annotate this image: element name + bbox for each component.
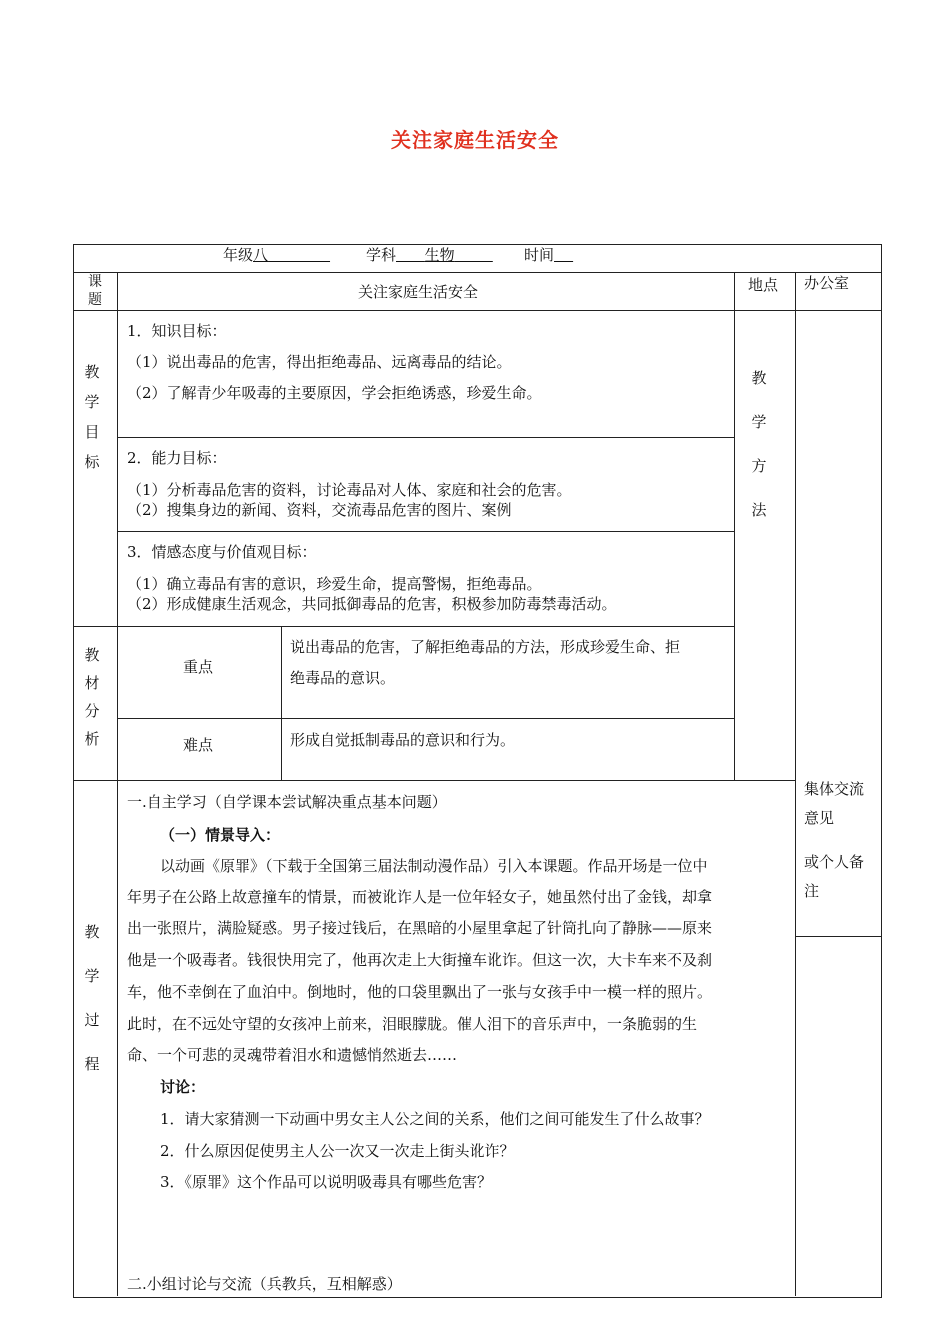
side-note: 集体交流: [804, 780, 865, 798]
story-line: 命、一个可悲的灵魂带着泪水和遗憾悄然逝去……: [127, 1046, 458, 1064]
row-divider: [73, 626, 734, 627]
topic-label: 课 题: [88, 274, 102, 308]
discussion-question: 1．请大家猜测一下动画中男女主人公之间的关系，他们之间可能发生了什么故事？: [160, 1110, 710, 1128]
grade-field: [223, 246, 330, 266]
col-divider: [117, 272, 118, 1296]
row-divider: [73, 780, 795, 781]
discussion-label: 讨论：: [160, 1078, 206, 1096]
method-label: 教 学 方 法: [751, 369, 767, 519]
col-divider: [281, 626, 282, 780]
key-label: 重点: [183, 658, 214, 676]
grade-label: 年级: [223, 246, 254, 264]
subject-value: 生物: [424, 246, 455, 264]
knowledge-item: （2）了解青少年吸毒的主要原因，学会拒绝诱惑，珍爱生命。: [127, 384, 542, 402]
col-divider: [795, 272, 796, 1296]
story-line: 以动画《原罪》（下载于全国第三届法制动漫作品）引入本课题。作品开场是一位中: [160, 857, 708, 875]
time-field: [524, 246, 573, 266]
side-note: 意见: [804, 809, 835, 827]
emotion-item: （2）形成健康生活观念，共同抵御毒品的危害，积极参加防毒禁毒活动。: [127, 595, 617, 613]
page-title: 关注家庭生活安全: [391, 128, 559, 152]
discussion-question: 2．什么原因促使男主人公一次又一次走上街头讹诈？: [160, 1142, 515, 1160]
row-divider: [117, 718, 734, 719]
story-line: 出一张照片，满脸疑惑。男子接过钱后，在黑暗的小屋里拿起了针筒扎向了静脉——原来: [127, 919, 713, 937]
key-text-line: 绝毒品的意识。: [290, 669, 396, 687]
time-label: 时间: [524, 246, 555, 264]
ability-item: （2）搜集身边的新闻、资料，交流毒品危害的图片、案例: [127, 501, 512, 519]
side-note: 注: [804, 882, 820, 900]
subject-label: 学科: [366, 246, 397, 264]
story-line: 车，他不幸倒在了血泊中。倒地时，他的口袋里飘出了一张与女孩手中一模一样的照片。: [127, 983, 713, 1001]
discussion-question: 3．《原罪》这个作品可以说明吸毒具有哪些危害？: [160, 1173, 493, 1191]
ability-item: （1）分析毒品危害的资料，讨论毒品对人体、家庭和社会的危害。: [127, 481, 572, 499]
subsection-heading: （一）情景导入：: [160, 826, 281, 844]
col-divider: [734, 272, 735, 780]
row-divider: [795, 936, 881, 937]
subject-field: [366, 246, 493, 266]
row-divider: [117, 531, 734, 532]
emotion-title: 3．情感态度与价值观目标：: [127, 543, 317, 561]
difficulty-label: 难点: [183, 736, 214, 754]
story-line: 此时，在不远处守望的女孩冲上前来，泪眼朦胧。催人泪下的音乐声中，一条脆弱的生: [127, 1015, 698, 1033]
difficulty-text: 形成自觉抵制毒品的意识和行为。: [290, 731, 516, 749]
side-note: 或个人备: [804, 853, 865, 871]
grade-value: 八: [253, 246, 269, 264]
analysis-label: 教 材 分 析: [84, 646, 100, 748]
place-value: 办公室: [804, 274, 850, 292]
story-line: 他是一个吸毒者。钱很快用完了，他再次走上大街撞车讹诈。但这一次，大卡车来不及刹: [127, 951, 713, 969]
key-text-line: 说出毒品的危害，了解拒绝毒品的方法，形成珍爱生命、拒: [290, 638, 681, 656]
knowledge-title: 1．知识目标：: [127, 322, 227, 340]
section-2-heading: 二.小组讨论与交流（兵教兵，互相解惑）: [127, 1275, 402, 1293]
time-value: [554, 246, 573, 264]
row-divider: [73, 272, 881, 273]
topic-text: 关注家庭生活安全: [358, 283, 479, 301]
ability-title: 2．能力目标：: [127, 449, 227, 467]
knowledge-item: （1）说出毒品的危害，得出拒绝毒品、远离毒品的结论。: [127, 353, 512, 371]
goals-label: 教 学 目 标: [84, 363, 100, 471]
place-label: 地点: [748, 276, 779, 294]
emotion-item: （1）确立毒品有害的意识，珍爱生命，提高警惕，拒绝毒品。: [127, 575, 542, 593]
row-divider: [73, 310, 881, 311]
process-label: 教 学 过 程: [84, 923, 100, 1073]
row-divider: [117, 437, 734, 438]
section-1-heading: 一.自主学习（自学课本尝试解决重点基本问题）: [127, 793, 447, 811]
story-line: 年男子在公路上故意撞车的情景，而被讹诈人是一位年轻女子，她虽然付出了金钱，却拿: [127, 888, 713, 906]
